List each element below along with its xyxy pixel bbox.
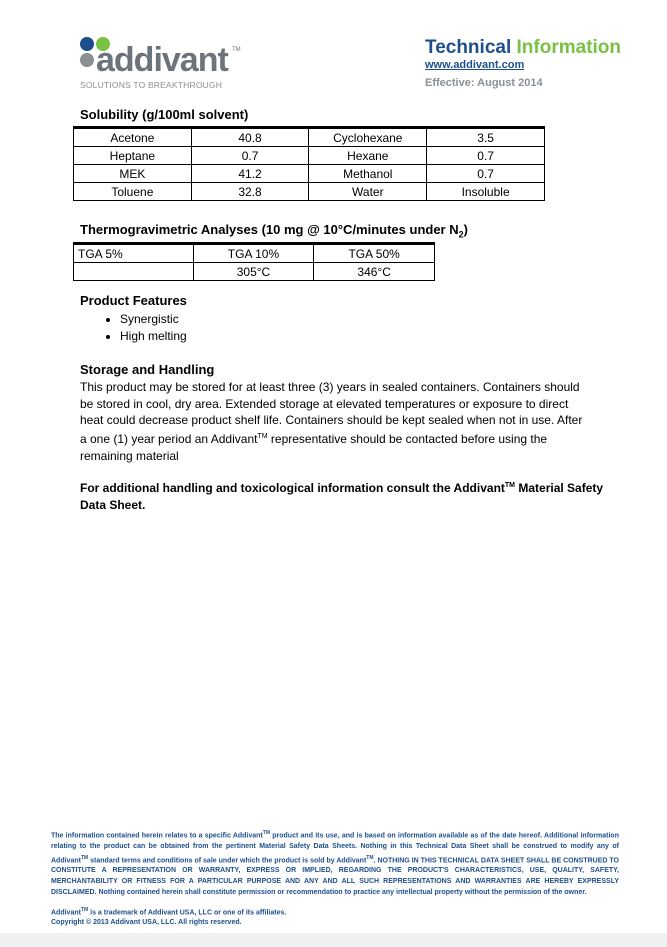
solubility-heading: Solubility (g/100ml solvent) (80, 107, 249, 122)
disclaimer-footer (51, 828, 619, 898)
addivant-logo (80, 34, 250, 92)
trademark-mark: TM (80, 907, 89, 913)
page-bottom-bar (0, 933, 667, 947)
table-cell: 346°C (314, 263, 435, 281)
list-item: • High melting (120, 328, 187, 345)
copyright-notice: Copyright © 2013 Addivant USA, LLC. All rights reserved. (51, 919, 242, 926)
handling-note-text: For additional handling and toxicological information consult the Addivant (80, 481, 505, 495)
handling-note (80, 477, 610, 514)
storage-text-end: representative should be contacted before using the remaining material (80, 432, 548, 463)
table-header-cell: TGA 10% (193, 244, 314, 263)
document-type-title (425, 37, 621, 59)
trademark-mark: TM (366, 854, 374, 861)
logo-dot-blue-icon (80, 37, 94, 51)
table-cell: Cyclohexane (309, 128, 427, 147)
table-cell: Acetone (74, 128, 192, 147)
table-cell: Water (309, 183, 427, 201)
effective-date: Effective: August 2014 (425, 77, 543, 89)
table-cell: 305°C (193, 263, 314, 281)
logo-wordmark: addivant (96, 41, 228, 79)
tga-heading-end: ) (463, 222, 468, 237)
table-cell: Toluene (74, 183, 192, 201)
trademark-mark: TM (262, 830, 270, 836)
table-cell (74, 263, 194, 281)
table-cell: 0.7 (427, 147, 545, 165)
tga-heading-text: Thermogravimetric Analyses (10 mg @ 10°C/minutes under N (80, 222, 459, 237)
table-cell: Hexane (309, 147, 427, 165)
storage-text: This product may be stored for at least three (3) years in sealed containers. Containers should be stored in cool, dry area. Extended storage at elevated temperatures or exposure to direct heat could decrease product shelf life. Containers should be kept sealed when not in use. After a one (1) year period an Addivant (80, 380, 583, 447)
trademark-mark: TM (504, 482, 516, 489)
table-row (74, 263, 435, 281)
table-row (74, 165, 545, 183)
table-cell: Insoluble (427, 183, 545, 201)
table-cell: MEK (74, 165, 192, 183)
trademark-notice (51, 907, 286, 916)
trademark-mark: TM (257, 433, 268, 441)
footer-text: The information contained herein relates to a specific Addivant (51, 832, 263, 840)
table-row (74, 147, 545, 165)
trademark-name: Addivant (51, 909, 81, 917)
product-features-list (80, 311, 187, 345)
table-cell: Methanol (309, 165, 427, 183)
table-header-cell: TGA 50% (314, 244, 435, 263)
footer-text: standard terms and conditions of sale under which the product is sold by Addivant (88, 856, 367, 864)
tga-heading-subscript: 2 (458, 229, 464, 240)
logo-dot-grey-icon (80, 53, 94, 67)
storage-paragraph (80, 379, 590, 465)
table-row (74, 244, 435, 263)
footer-text: product and its use, and is based on information available as of the date hereof. Additional information relating to the product can be obtained from the pertinent Material Safety Data Sheets. Nothing in this Technical Data Sheet shall be construed to modify any of Addivant (51, 832, 619, 864)
trademark-text: is a trademark of Addivant USA, LLC or one of its affiliates. (88, 909, 287, 917)
logo-trademark: TM (232, 47, 241, 53)
table-cell: 41.2 (191, 165, 309, 183)
table-row (74, 128, 545, 147)
table-cell: 3.5 (427, 128, 545, 147)
title-technical: Technical (425, 37, 512, 58)
table-cell: 0.7 (191, 147, 309, 165)
table-cell: 0.7 (427, 165, 545, 183)
trademark-mark: TM (80, 854, 89, 861)
storage-heading: Storage and Handling (80, 362, 215, 377)
table-cell: 40.8 (191, 128, 309, 147)
tga-table (73, 242, 435, 281)
website-link[interactable]: www.addivant.com (425, 59, 525, 71)
list-item: • Synergistic (120, 311, 187, 328)
table-cell: Heptane (74, 147, 192, 165)
title-information: Information (516, 37, 622, 58)
logo-tagline: SOLUTIONS TO BREAKTHROUGH (80, 80, 223, 90)
footer-text: . NOTHING IN THIS TECHNICAL DATA SHEET SHALL BE CONSTRUED TO CONSTITUTE A REPRESENTATION OR WARRANTY, EXPRESS OR IMPLIED, REGARDING THE PRODUCT'S CHARACTERISTICS, USE, QUALITY, SAFETY, MERCHANTABILITY OR FITNESS FOR A PARTICULAR PURPOSE AND ANY AND ALL SUCH REPRESENTATIONS AND WARRANTIES ARE HEREBY EXPRESSLY DISCLAIMED. Nothing contained herein shall constitute permission or recommendation to practice any intellectual property without the permission of the owner. (51, 856, 619, 896)
handling-note-end: Material Safety Data Sheet. (80, 481, 604, 512)
table-row (74, 183, 545, 201)
product-features-heading: Product Features (80, 293, 187, 308)
table-header-cell: TGA 5% (74, 244, 194, 263)
tga-heading (80, 222, 468, 240)
table-cell: 32.8 (191, 183, 309, 201)
solubility-table (73, 126, 545, 201)
